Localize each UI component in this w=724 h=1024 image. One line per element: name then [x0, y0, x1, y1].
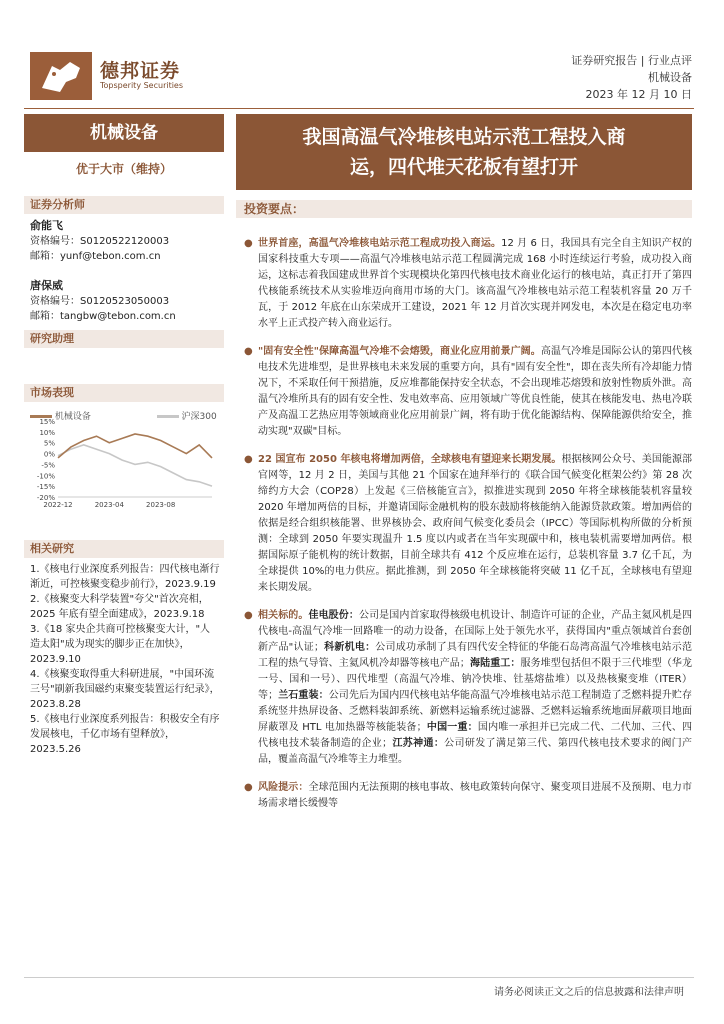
x-tick-label: 2023-04	[94, 501, 124, 509]
report-industry: 机械设备	[648, 71, 692, 84]
company-name: 科新机电：	[323, 642, 376, 653]
market-heading: 市场表现	[24, 384, 224, 402]
company-name: 江苏神通：	[392, 738, 445, 749]
y-tick-label: 10%	[39, 428, 55, 437]
company-text: 公司成功承制了具有四代安全特征的华能石岛湾高温气冷堆核电站示范工程的热气导管、主氦风机冷却器等核电产品；	[258, 642, 693, 669]
footer-divider	[24, 977, 694, 978]
related-item[interactable]: 1.《核电行业深度系列报告：四代核电渐行渐近，可控核聚变稳步前行》，2023.9.19	[30, 564, 220, 590]
analyst-1	[30, 218, 169, 264]
related-item[interactable]: 2.《核聚变大科学装置"夸父"首次亮相，2025 年底有望全面建成》，2023.9.18	[30, 594, 209, 620]
y-tick-label: -10%	[36, 472, 55, 481]
company-text: 国内唯一承担并已完成二代、二代加、三代、四代核电技术装备制造的企业；	[258, 722, 693, 749]
paragraph-text: 根据核网公众号、美国能源部官网等，12 月 2 日，美国与其他 21 个国家在迪拜举行的《联合国气候变化框架公约》第 28 次缔约方大会（COP28）上发起《三倍核能宣言》，拟推进实现到 2050 年将全球核能装机容量较 2020 年增加两倍的目标，并邀请国际金融机构的股东鼓励将核能纳入能源贷款政策。增加两倍的依据是经合组织核能署、世界核协会、政府间气候变化委员会（IPCC）等国际机构所做的分析预测：全球到 2050 年要实现温升 1.5 度以内或者在当年实现碳中和，核电装机需要增加两倍。根据国际原子能机构的统计数据，目前全球共有 412 个反应堆在运行，总装机容量 3.7 亿千瓦，为全球提供 10%的电力供应。据此推测，到 2050 年全球核能将突破 11 亿千瓦，全球核电有望迎来长期发展。	[258, 454, 692, 593]
paragraph-text: 12 月 6 日，我国具有完全自主知识产权的国家科技重大专项——高温气冷堆核电站示范工程圆满完成 168 小时连续运行考验，成功投入商运，这标志着我国建成世界首个实现模块化第四代核电技术商业化运行的核电站，真正打开了第四代核能系统技术从实验堆迈向商用市场的大门。该高温气冷堆核电站示范工程装机容量 20 万千瓦，于 2012 年底在山东荣成开工建设，2021 年 12 月首次实现并网发电，本次是在稳定电功率水平上正式投产转入商业运行。	[258, 238, 693, 329]
paragraph	[242, 608, 692, 768]
bullet-icon: ●	[244, 454, 253, 465]
y-tick-label: -5%	[41, 461, 55, 470]
bullet-icon: ●	[244, 610, 253, 621]
title-line-2: 运，四代堆天花板有望打开	[349, 156, 578, 178]
y-tick-label: 0%	[43, 450, 55, 459]
related-item[interactable]: 4.《核聚变取得重大科研进展，"中国环流三号"刷新我国磁约束聚变装置运行纪录》，2023.8.28	[30, 669, 220, 710]
company-text: 公司研发了满足第三代、第四代核电技术要求的阀门产品，覆盖高温气冷堆等主力堆型。	[258, 738, 693, 765]
company-text: 公司先后为国内四代核电站华能高温气冷堆核电站示范工程制造了乏燃料提升贮存系统竖井热屏设备、乏燃料装卸系统、新燃料运输系统过滤器、乏燃料运输系统地面屏蔽项目地面屏蔽罩及 HTL 电加热器等核能装备；	[258, 690, 693, 733]
report-date: 2023 年 12 月 10 日	[585, 88, 692, 101]
legend-label: 机械设备	[54, 412, 91, 422]
company-text: 公司是国内首家取得核级电机设计、制造许可证的企业，产品主氦风机是四代核电-高温气冷堆一回路唯一的动力设备，在国际上处于领先水平，获得国内"重点领域首台套创新产品"认证；	[258, 610, 693, 653]
paragraph-lead: 22 国宣布 2050 年核电将增加两倍，全球核电有望迎来长期发展。	[258, 454, 562, 465]
related-research-list	[30, 562, 220, 757]
analyst-license: 资格编号：S0120523050003	[30, 296, 170, 307]
market-performance-chart	[30, 405, 220, 515]
report-meta: 证券研究报告 | 行业点评 机械设备 2023 年 12 月 10 日	[571, 54, 692, 101]
company-name: 海陆重工：	[469, 658, 521, 669]
analyst-2	[30, 278, 176, 324]
logo-english-name: Topsperity Securities	[100, 81, 184, 90]
paragraph-lead: 世界首座，高温气冷堆核电站示范工程成功投入商运。	[258, 238, 502, 249]
y-tick-label: 5%	[43, 439, 55, 448]
paragraph-text: 高温气冷堆是国际公认的第四代核电技术先进堆型，是世界核电未来发展的重要方向，具有"固有安全性"，即在丧失所有冷却能力情况下，不采取任何干预措施，反应堆都能保持安全状态，不会出现堆芯熔毁和放射性物质外泄。高温气冷堆所具有的固有安全性、发电效率高、应用领域广等优良性能，使其在核能发电、热电冷联产及高温工艺热应用等领域商业化应用前景广阔，将有助于优化能源结构、保障能源供给安全，推动实现"双碳"目标。	[258, 346, 693, 437]
assistant-heading: 研究助理	[24, 330, 224, 348]
analyst-license: 资格编号：S0120522120003	[30, 236, 170, 247]
paragraph-text: 全球范围内无法预期的核电事故、核电政策转向保守、聚变项目进展不及预期、电力市场需求增长缓慢等	[258, 782, 693, 809]
footer-disclaimer: 请务必阅读正文之后的信息披露和法律声明	[494, 987, 684, 998]
paragraph-lead: 风险提示：	[258, 782, 309, 793]
y-tick-label: -20%	[36, 494, 55, 502]
report-type: 证券研究报告	[571, 54, 638, 67]
related-item[interactable]: 5.《核电行业深度系列报告：积极安全有序发展核电，千亿市场有望释放》，2023.5.26	[30, 714, 220, 755]
header-divider	[24, 108, 694, 109]
bullet-icon: ●	[244, 782, 253, 793]
sector-name: 机械设备	[24, 114, 224, 152]
analyst-email[interactable]: 邮箱：yunf@tebon.com.cn	[30, 251, 161, 262]
report-body	[242, 236, 692, 824]
paragraph-lead: "固有安全性"保障高温气冷堆不会熔毁，商业化应用前景广阔。	[258, 346, 541, 357]
keypoints-heading: 投资要点：	[236, 200, 692, 218]
x-tick-label: 2023-08	[146, 501, 176, 509]
logo-mark-icon	[30, 52, 92, 100]
paragraph-lead: 相关标的。	[258, 610, 309, 621]
sector-rating: 优于大市（维持）	[75, 162, 172, 176]
x-tick-label: 2022-12	[43, 501, 73, 509]
paragraph	[242, 452, 692, 596]
analyst-name: 唐保威	[30, 279, 63, 292]
company-name: 兰石重装：	[278, 690, 329, 701]
company-logo	[30, 52, 200, 102]
analyst-name: 俞能飞	[30, 219, 63, 232]
y-tick-label: 15%	[39, 418, 55, 426]
paragraph	[242, 780, 692, 812]
title-line-1: 我国高温气冷堆核电站示范工程投入商	[302, 126, 626, 148]
related-item[interactable]: 3.《18 家央企共商可控核聚变大计，"人造太阳"成为现实的脚步正在加快》，2023.9.10	[30, 624, 211, 665]
company-name: 佳电股份：	[308, 610, 359, 621]
company-text: 服务堆型包括但不限于三代堆型（华龙一号、国和一号）、四代堆型（高温气冷堆、钠冷快堆、钍基熔盐堆）以及热核聚变堆（ITER）等；	[258, 658, 693, 701]
bullet-icon: ●	[244, 346, 253, 357]
analysts-heading: 证券分析师	[24, 196, 224, 214]
logo-name: 德邦证券	[100, 60, 181, 82]
y-tick-label: -15%	[36, 483, 55, 492]
report-category: 行业点评	[648, 54, 692, 67]
legend-label: 沪深300	[181, 412, 217, 422]
bullet-icon: ●	[244, 238, 253, 249]
analyst-email[interactable]: 邮箱：tangbw@tebon.com.cn	[30, 311, 176, 322]
paragraph	[242, 344, 692, 440]
paragraph	[242, 236, 692, 332]
report-title	[236, 114, 692, 190]
related-heading: 相关研究	[24, 540, 224, 558]
company-name: 中国一重：	[426, 722, 478, 733]
